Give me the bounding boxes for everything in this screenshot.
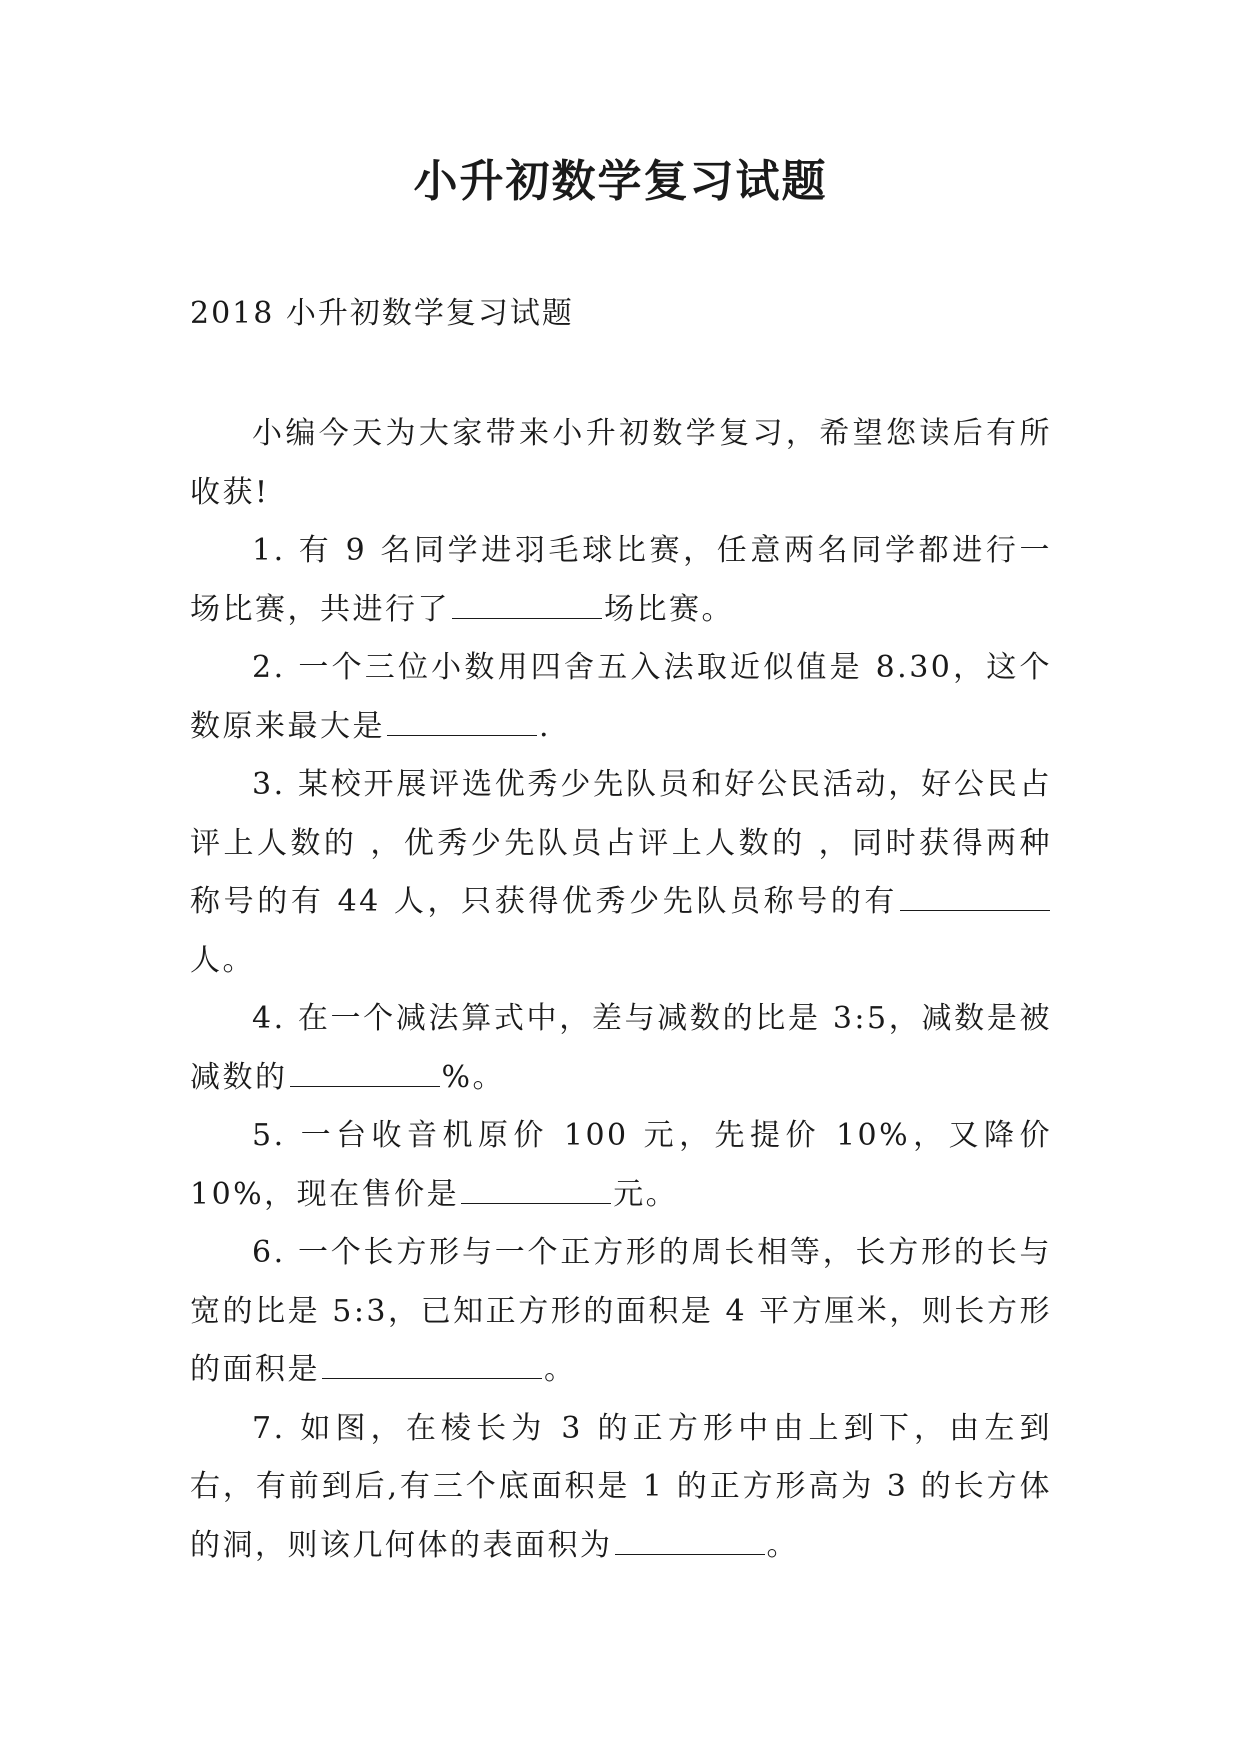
question-3 [190,756,1052,990]
answer-blank[interactable] [461,1173,611,1204]
question-7 [190,1400,1052,1576]
answer-blank[interactable] [615,1524,765,1555]
question-text: 7. 如图，在棱长为 3 的正方形中由上到下，由左到右，有前到后,有三个底面积是 1 的正方形高为 3 的长方体的洞，则该几何体的表面积为 [190,1410,1052,1563]
answer-blank[interactable] [387,705,537,736]
question-text: 5. 一台收音机原价 100 元，先提价 10%，又降价 10%，现在售价是 [190,1118,1052,1212]
question-text: 4. 在一个减法算式中，差与减数的比是 3:5，减数是被减数的 [190,1001,1052,1095]
question-suffix: 人。 [190,942,255,978]
question-text: 2. 一个三位小数用四舍五入法取近似值是 8.30，这个数原来最大是 [190,650,1052,744]
question-5 [190,1107,1052,1224]
question-text: 6. 一个长方形与一个正方形的周长相等，长方形的长与宽的比是 5:3，已知正方形的面积是 4 平方厘米，则长方形的面积是 [190,1235,1052,1387]
question-text: 3. 某校开展评选优秀少先队员和好公民活动，好公民占评上人数的 ，优秀少先队员占评上人数的 ，同时获得两种称号的有 44 人，只获得优秀少先队员称号的有 [190,767,1052,919]
intro-paragraph: 小编今天为大家带来小升初数学复习，希望您读后有所收获! [190,416,1052,510]
answer-blank[interactable] [900,880,1050,911]
question-suffix: . [539,708,552,744]
question-suffix: 元。 [613,1176,679,1212]
answer-blank[interactable] [452,588,602,619]
question-text: 1. 有 9 名同学进羽毛球比赛，任意两名同学都进行一场比赛，共进行了 [190,533,1052,627]
question-2 [190,639,1052,756]
question-1 [190,522,1052,639]
question-suffix: 。 [766,1527,799,1563]
answer-blank[interactable] [290,1056,440,1087]
question-suffix: 。 [544,1352,577,1387]
answer-blank[interactable] [322,1348,542,1379]
question-suffix: %。 [441,1059,506,1095]
page-title: 小升初数学复习试题 [413,156,828,207]
question-6 [190,1224,1052,1400]
question-4 [190,990,1052,1107]
page-subtitle: 2018 小升初数学复习试题 [190,296,574,331]
document-body [190,405,1052,1575]
question-suffix: 场比赛。 [604,591,734,627]
